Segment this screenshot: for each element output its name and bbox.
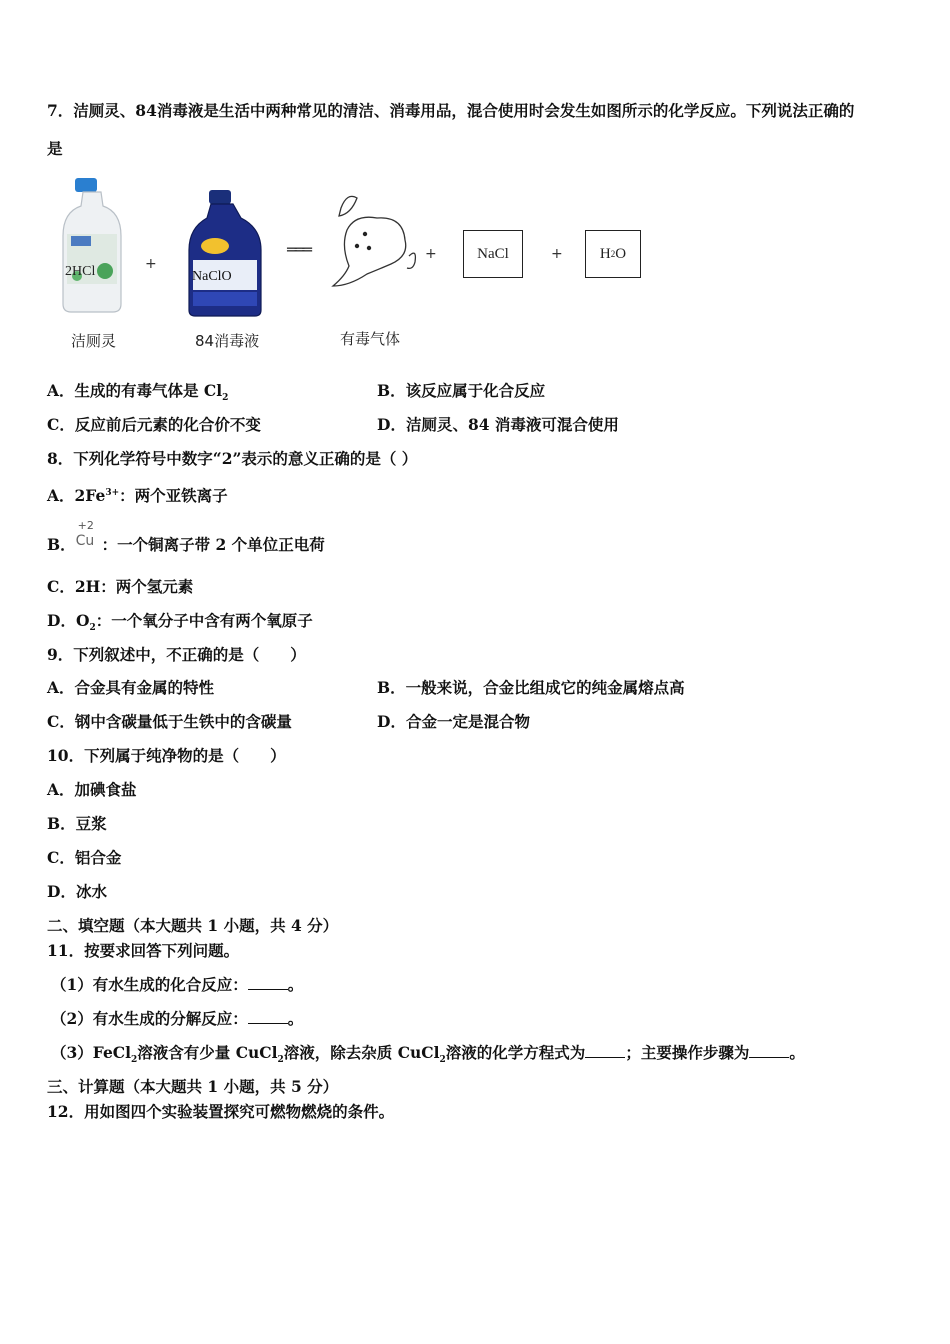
q11-part-3: （3）FeCl$_2$溶液含有少量 CuCl$_2$溶液，除去杂质 CuCl$_2$溶液的化学方程式为 ；主要操作步骤为 。 [51, 1043, 805, 1066]
q9-option-b: B．一般来说，合金比组成它的纯金属熔点高 [377, 678, 685, 697]
q10-option-b: B．豆浆 [47, 814, 107, 833]
plus-sign-1: + [145, 256, 157, 272]
bottle2-caption: 84消毒液 [195, 332, 260, 350]
q11-stem: 11．按要求回答下列问题。 [47, 941, 240, 960]
q12-stem: 12．用如图四个实验装置探究可燃物燃烧的条件。 [47, 1102, 395, 1121]
q8-option-b: B． +2 Cu ：一个铜离子带 2 个单位正电荷 [47, 519, 325, 554]
bottle1-caption: 洁厕灵 [71, 332, 117, 350]
toxic-gas-caption: 有毒气体 [340, 330, 401, 348]
q8-option-c: C．2H：两个氢元素 [47, 577, 194, 596]
q7-option-d: D．洁厕灵、84 消毒液可混合使用 [377, 415, 619, 434]
q8-option-a: A．$2Fe^{3+}$：两个亚铁离子 [47, 486, 228, 506]
q8-option-d: D．$O_2$：一个氧分子中含有两个氧原子 [47, 611, 313, 634]
q9-option-d: D．合金一定是混合物 [377, 712, 530, 731]
copper-valence-symbol: +2 Cu [75, 519, 95, 549]
plus-sign-3: + [551, 246, 563, 262]
q11-part-1: （1）有水生成的化合反应： 。 [51, 975, 304, 994]
disinfectant-bottle-icon [185, 188, 265, 318]
q7-option-c: C．反应前后元素的化合价不变 [47, 415, 261, 434]
section-3-heading: 三、计算题（本大题共 1 小题，共 5 分） [47, 1077, 339, 1096]
answer-blank[interactable] [585, 1043, 625, 1058]
answer-blank[interactable] [248, 975, 288, 990]
toxic-gas-cloud-icon [327, 190, 427, 298]
q9-stem: 9．下列叙述中，不正确的是（ ） [47, 645, 306, 664]
water-sub: 2 [610, 249, 616, 259]
plus-sign-2: + [425, 246, 437, 262]
section-2-heading: 二、填空题（本大题共 1 小题，共 4 分） [47, 916, 339, 935]
bottle1-label: 2HCl [65, 264, 96, 279]
product-nacl-box: NaCl [463, 230, 523, 278]
q7-stem-line1: 7．洁厕灵、84消毒液是生活中两种常见的清洁、消毒用品，混合使用时会发生如图所示的化学反应。下列说法正确的 [47, 101, 855, 120]
q7-option-b: B．该反应属于化合反应 [377, 381, 546, 400]
q7-reaction-figure [55, 172, 655, 362]
equals-sign: ═══ [287, 240, 310, 259]
q7-option-a: A．生成的有毒气体是 $Cl_2$ [47, 381, 229, 404]
q10-option-d: D．冰水 [47, 882, 107, 901]
q11-part-2: （2）有水生成的分解反应： 。 [51, 1009, 304, 1028]
q9-option-a: A．合金具有金属的特性 [47, 678, 215, 697]
q8-stem: 8．下列化学符号中数字“2”表示的意义正确的是（ ） [47, 449, 418, 468]
q10-option-a: A．加碘食盐 [47, 780, 137, 799]
toilet-cleaner-bottle-icon [57, 176, 127, 316]
q10-stem: 10．下列属于纯净物的是（ ） [47, 746, 286, 765]
q7-stem-line2: 是 [47, 139, 63, 158]
bottle2-label: NaClO [192, 269, 232, 284]
product-water-box [585, 230, 641, 278]
water-h: H [599, 245, 611, 262]
answer-blank[interactable] [248, 1009, 288, 1024]
q10-option-c: C．铝合金 [47, 848, 122, 867]
q9-option-c: C．钢中含碳量低于生铁中的含碳量 [47, 712, 292, 731]
water-o: O [615, 245, 627, 262]
answer-blank[interactable] [749, 1043, 789, 1058]
